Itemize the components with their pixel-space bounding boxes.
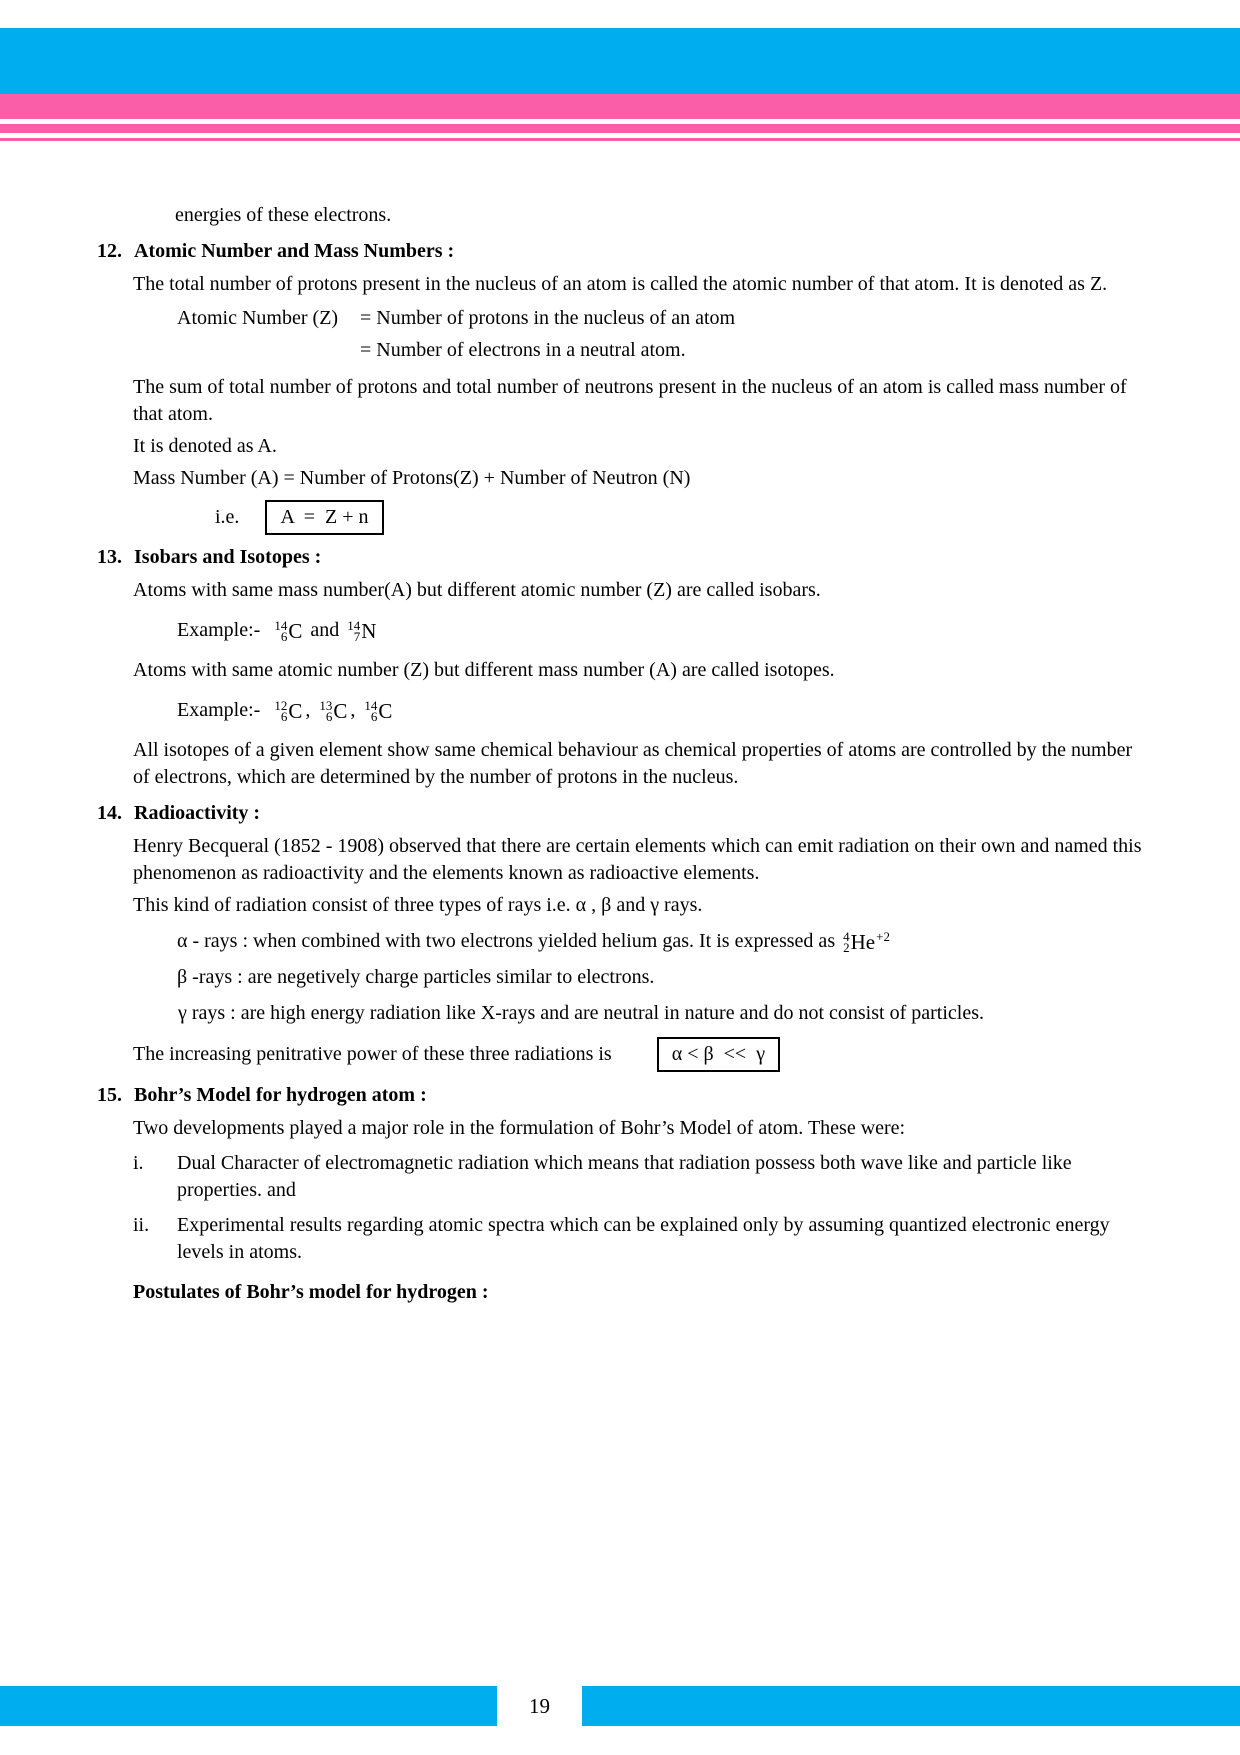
equation-lhs: Atomic Number (Z) <box>177 307 339 329</box>
element-symbol: N <box>361 618 377 643</box>
section-13-heading <box>97 544 1147 571</box>
nuclide-prescripts <box>364 697 378 724</box>
header-pink-line <box>0 138 1240 141</box>
header-pink-band <box>0 94 1240 119</box>
equation-line: = Number of electrons in a neutral atom. <box>360 339 686 361</box>
atomic-number: 7 <box>353 628 361 644</box>
ie-equation-row <box>215 500 1147 535</box>
mass-number: 14 <box>274 617 288 633</box>
mass-number: 13 <box>319 697 333 713</box>
nuclide-c13 <box>319 697 348 724</box>
isobar-example-row <box>177 617 1147 644</box>
mass-number: 4 <box>843 928 850 944</box>
nuclide-n14 <box>347 617 377 644</box>
example-label: Example:- <box>177 619 261 641</box>
paragraph: All isotopes of a given element show same chemical behaviour as chemical properties of atoms are controlled by the number of electrons, which are determined by the number of protons in the nucleus. <box>133 739 1133 788</box>
list-item-number: i. <box>133 1152 144 1174</box>
document-body <box>0 202 1240 1306</box>
section-number: 14. <box>97 802 122 824</box>
paragraph: Henry Becqueral (1852 - 1908) observed that there are certain elements which can emit radiation on their own and named this phenomenon as radioactivity and the elements known as radioactive elements. <box>133 835 1142 884</box>
header-cyan-band <box>0 28 1240 94</box>
penetration-power-text: The increasing penitrative power of these three radiations is <box>133 1043 612 1065</box>
element-symbol: C <box>378 698 393 723</box>
nuclide-he4 <box>843 928 890 955</box>
paragraph: This kind of radiation consist of three types of rays i.e. α , β and γ rays. <box>133 894 703 916</box>
alpha-ray-text: α - rays : when combined with two electrons yielded helium gas. It is expressed as <box>177 930 836 952</box>
footer-right-band <box>582 1686 1240 1726</box>
list-item <box>133 1150 1147 1204</box>
mass-number: 14 <box>347 617 361 633</box>
alpha-ray-line <box>177 928 1147 955</box>
section-14-heading <box>97 800 1147 827</box>
paragraph: Atoms with same mass number(A) but different atomic number (Z) are called isobars. <box>133 579 821 601</box>
nuclide-c12 <box>274 697 303 724</box>
list-item <box>133 1212 1147 1266</box>
gamma-ray-paragraph: γ rays : are high energy radiation like X-rays and are neutral in nature and do not consist of particles. <box>178 1002 984 1024</box>
atomic-number: 2 <box>843 939 850 955</box>
paragraph: Two developments played a major role in the formulation of Bohr’s Model of atom. These were: <box>133 1117 906 1139</box>
nuclide-prescripts <box>319 697 333 724</box>
nuclide-prescripts <box>274 617 288 644</box>
boxed-equation: A = Z + n <box>265 500 383 535</box>
element-symbol: C <box>333 698 348 723</box>
atomic-number: 6 <box>370 708 378 724</box>
postulates-subtitle: Postulates of Bohr’s model for hydrogen : <box>133 1281 489 1303</box>
page-footer <box>0 1686 1240 1726</box>
atomic-number: 6 <box>280 708 288 724</box>
nuclide-prescripts <box>843 928 850 955</box>
section-number: 13. <box>97 546 122 568</box>
equation-rhs <box>360 305 735 369</box>
section-12-heading <box>97 238 1147 265</box>
element-symbol: C <box>288 618 303 643</box>
paragraph: The total number of protons present in the nucleus of an atom is called the atomic number of that atom. It is denoted as Z. <box>133 273 1108 295</box>
atomic-number: 6 <box>280 628 288 644</box>
ie-label: i.e. <box>215 506 240 528</box>
section-number: 15. <box>97 1084 122 1106</box>
section-title: Atomic Number and Mass Numbers : <box>134 240 455 262</box>
header-pink-strip <box>0 124 1240 133</box>
nuclide-prescripts <box>347 617 361 644</box>
mass-number: 14 <box>364 697 378 713</box>
list-item-number: ii. <box>133 1214 150 1236</box>
equation-line: = Number of protons in the nucleus of an atom <box>360 307 736 329</box>
paragraph: It is denoted as A. <box>133 435 277 457</box>
comma: , <box>305 699 311 721</box>
penetration-power-row <box>133 1037 1147 1072</box>
paragraph: The sum of total number of protons and total number of neutrons present in the nucleus of an atom is called mass number of that atom. <box>133 376 1127 425</box>
page-number: 19 <box>497 1686 582 1726</box>
isotope-example-row <box>177 697 1147 724</box>
atomic-number-equation <box>177 305 1147 369</box>
page-header <box>0 0 1240 141</box>
section-title: Isobars and Isotopes : <box>134 546 322 568</box>
section-15-heading <box>97 1082 1147 1109</box>
element-symbol: C <box>288 698 303 723</box>
paragraph: Atoms with same atomic number (Z) but different mass number (A) are called isotopes. <box>133 659 835 681</box>
mass-number-equation: Mass Number (A) = Number of Protons(Z) + Number of Neutron (N) <box>133 467 691 489</box>
nuclide-c14 <box>274 617 303 644</box>
list-item-text: Dual Character of electromagnetic radiation which means that radiation possess both wave like and particle like properties. and <box>177 1152 1072 1201</box>
intro-line: energies of these electrons. <box>175 204 392 226</box>
beta-ray-line: β -rays : are negetively charge particles similar to electrons. <box>177 966 655 988</box>
and-word: and <box>310 619 340 641</box>
section-title: Radioactivity : <box>134 802 261 824</box>
element-symbol: He <box>850 929 876 954</box>
nuclide-c14 <box>364 697 393 724</box>
mass-number: 12 <box>274 697 288 713</box>
comma: , <box>350 699 356 721</box>
list-item-text: Experimental results regarding atomic spectra which can be explained only by assuming quantized electronic energy levels in atoms. <box>177 1214 1110 1263</box>
footer-left-band <box>0 1686 497 1726</box>
boxed-inequality: α < β << γ <box>657 1037 780 1072</box>
ion-charge: +2 <box>876 928 890 944</box>
nuclide-prescripts <box>274 697 288 724</box>
section-title: Bohr’s Model for hydrogen atom : <box>134 1084 427 1106</box>
atomic-number: 6 <box>325 708 333 724</box>
example-label: Example:- <box>177 699 261 721</box>
section-number: 12. <box>97 240 122 262</box>
